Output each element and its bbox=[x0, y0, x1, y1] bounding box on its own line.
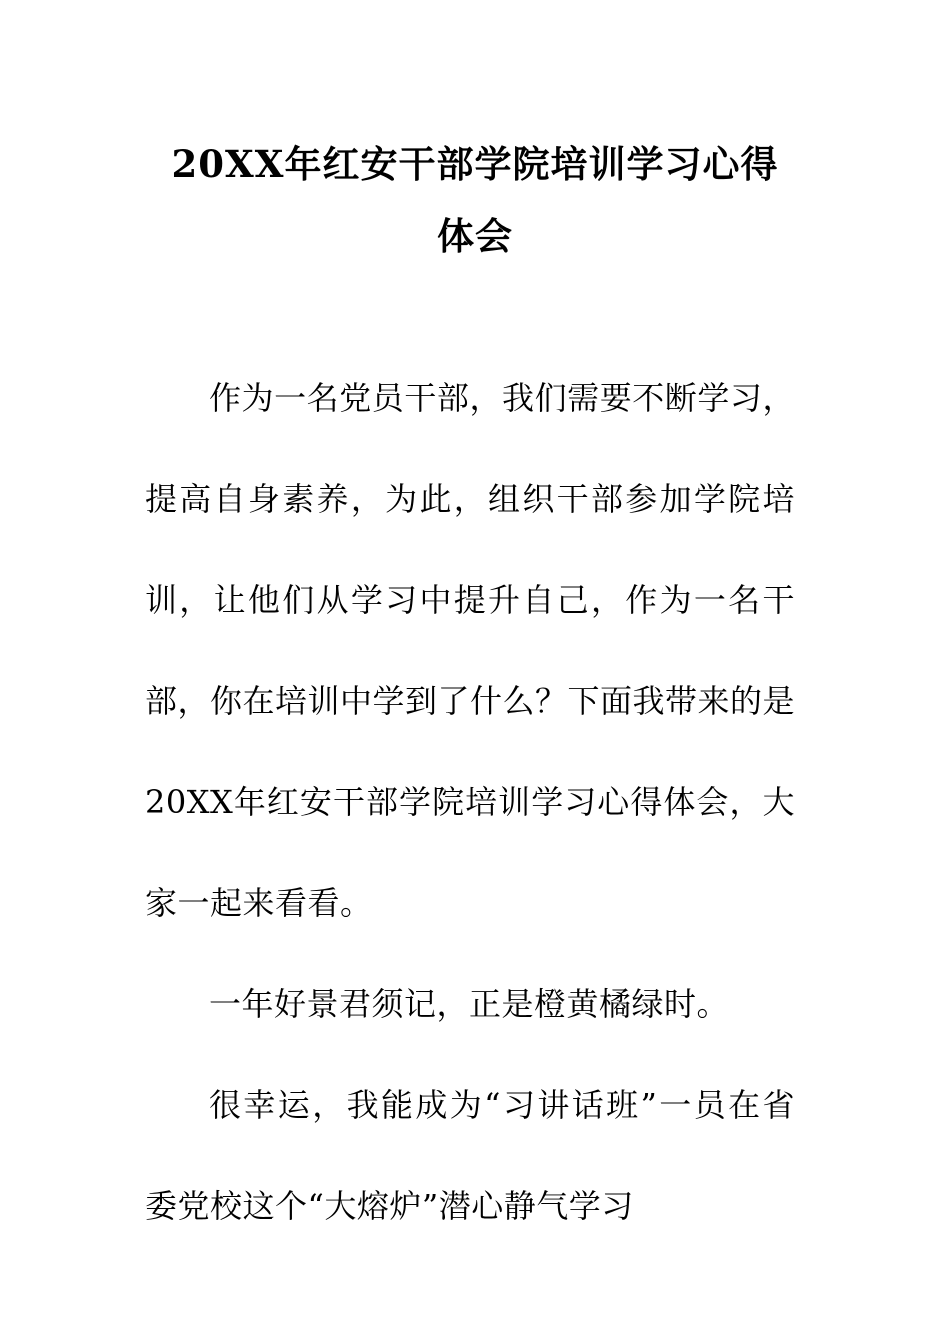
paragraph-main: 很幸运，我能成为“习讲话班”一员在省委党校这个“大熔炉”潜心静气学习 bbox=[145, 1086, 795, 1225]
paragraph-intro: 作为一名党员干部，我们需要不断学习，提高自身素养，为此，组织干部参加学院培训，让他们从学习中提升自己，作为一名干部，你在培训中学到了什么？下面我带来的是20XX年红安干部学院培训学习心得体会，大家一起来看看。 bbox=[145, 379, 796, 922]
paragraph-quote: 一年好景君须记，正是橙黄橘绿时。 bbox=[209, 985, 730, 1023]
title-line-1: 20XX年红安干部学院培训学习心得 bbox=[171, 142, 779, 186]
title-line-2: 体会 bbox=[437, 214, 513, 258]
document-title bbox=[140, 128, 810, 272]
document-body bbox=[145, 348, 795, 1257]
